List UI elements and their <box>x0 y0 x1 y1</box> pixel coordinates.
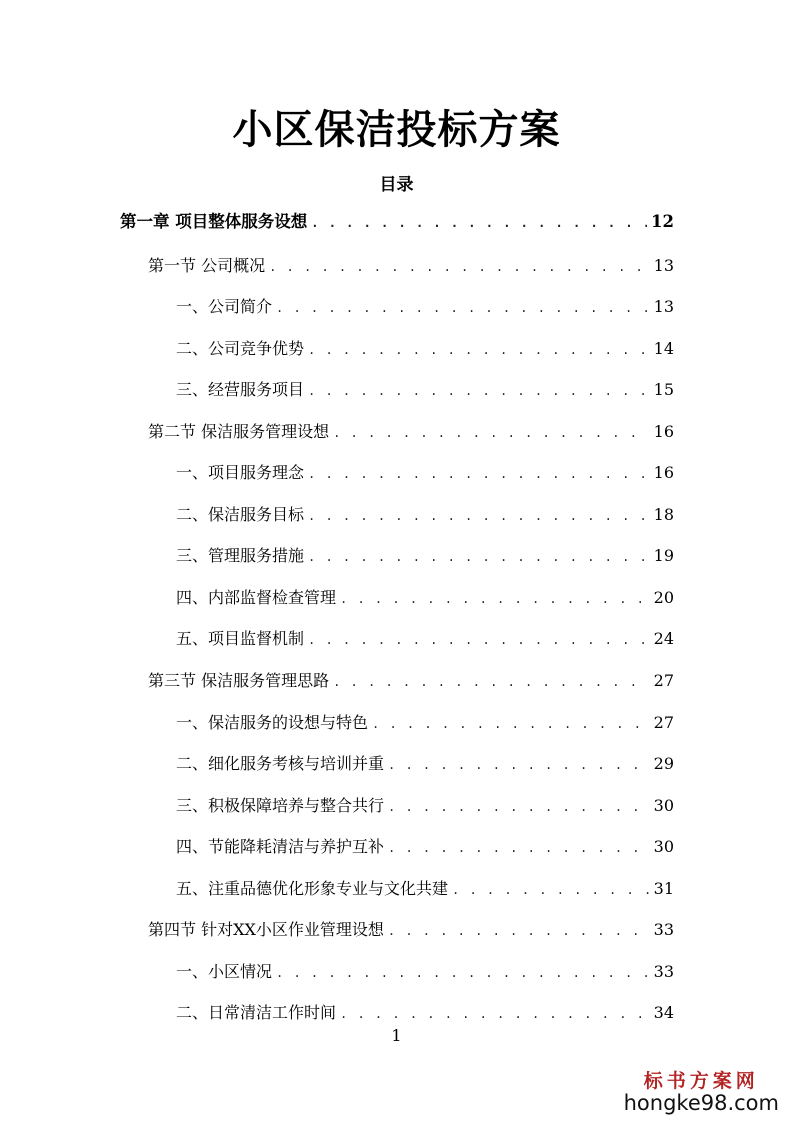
toc-entry-label: 第一章 项目整体服务设想 <box>120 212 308 231</box>
toc-entry-item[interactable] <box>176 377 674 401</box>
toc-entry-page: 15 <box>653 380 674 399</box>
toc-entry-label: 第二节 保洁服务管理设想 <box>148 422 330 441</box>
toc-entry-page: 13 <box>653 256 674 275</box>
toc-entry-item[interactable] <box>176 460 674 484</box>
dot-leader <box>308 467 650 481</box>
toc-entry-label: 五、注重品德优化形象专业与文化共建 <box>176 879 449 898</box>
toc-entry-page: 16 <box>653 463 674 482</box>
toc-entry-page: 27 <box>653 713 674 732</box>
toc-entry-label: 二、保洁服务目标 <box>176 505 305 524</box>
toc-entry-page: 19 <box>653 546 674 565</box>
dot-leader <box>388 924 650 938</box>
toc-entry-label: 二、公司竞争优势 <box>176 339 305 358</box>
dot-leader <box>308 550 650 564</box>
toc-entry-page: 14 <box>653 339 674 358</box>
toc-entry-page: 24 <box>653 629 674 648</box>
toc-entry-item[interactable] <box>176 959 674 983</box>
toc-entry-item[interactable] <box>176 751 674 775</box>
dot-leader <box>311 216 647 230</box>
toc-entry-page: 29 <box>653 754 674 773</box>
toc-entry-page: 13 <box>653 297 674 316</box>
toc-entry-chapter[interactable] <box>120 208 674 232</box>
toc-entry-label: 二、细化服务考核与培训并重 <box>176 754 385 773</box>
toc-entry-label: 一、项目服务理念 <box>176 463 305 482</box>
toc-entry-label: 三、管理服务措施 <box>176 546 305 565</box>
toc-entry-item[interactable] <box>176 336 674 360</box>
watermark-logo <box>624 1071 779 1114</box>
toc-entry-section[interactable] <box>148 917 674 941</box>
toc-entry-item[interactable] <box>176 294 674 318</box>
document-title: 小区保洁投标方案 <box>232 106 561 153</box>
toc-entry-page: 33 <box>653 920 674 939</box>
dot-leader <box>308 343 650 357</box>
toc-entry-page: 30 <box>653 837 674 856</box>
toc-entry-item[interactable] <box>176 502 674 526</box>
toc-entry-label: 五、项目监督机制 <box>176 629 305 648</box>
toc-entry-section[interactable] <box>148 419 674 443</box>
toc-entry-page: 34 <box>653 1003 674 1022</box>
dot-leader <box>333 426 650 440</box>
dot-leader <box>388 758 650 772</box>
toc-entry-page: 33 <box>653 962 674 981</box>
toc-entry-label: 第三节 保洁服务管理思路 <box>148 671 330 690</box>
dot-leader <box>308 633 650 647</box>
toc-entry-label: 三、积极保障培养与整合共行 <box>176 796 385 815</box>
toc-entry-label: 二、日常清洁工作时间 <box>176 1003 337 1022</box>
toc-entry-page: 20 <box>653 588 674 607</box>
dot-leader <box>340 592 650 606</box>
toc-entry-page: 16 <box>653 422 674 441</box>
toc-entry-item[interactable] <box>176 834 674 858</box>
toc-entry-page: 30 <box>653 796 674 815</box>
dot-leader <box>372 717 650 731</box>
toc-entry-label: 三、经营服务项目 <box>176 380 305 399</box>
toc-entry-section[interactable] <box>148 253 674 277</box>
dot-leader <box>308 509 650 523</box>
dot-leader <box>452 883 650 897</box>
toc-entry-label: 一、保洁服务的设想与特色 <box>176 713 369 732</box>
toc-entry-label: 第四节 针对XX小区作业管理设想 <box>148 920 384 939</box>
dot-leader <box>276 301 650 315</box>
toc-entry-item[interactable] <box>176 585 674 609</box>
toc-entry-section[interactable] <box>148 668 674 692</box>
toc-entry-item[interactable] <box>176 793 674 817</box>
toc-entry-label: 一、小区情况 <box>176 962 273 981</box>
dot-leader <box>340 1007 650 1021</box>
toc-entry-label: 四、节能降耗清洁与养护互补 <box>176 837 385 856</box>
toc-entry-item[interactable] <box>176 710 674 734</box>
toc-entry-label: 一、公司简介 <box>176 297 273 316</box>
toc-entry-page: 27 <box>653 671 674 690</box>
dot-leader <box>276 966 650 980</box>
watermark-name: 标书方案网 <box>643 1070 759 1093</box>
dot-leader <box>388 800 650 814</box>
toc-entry-label: 四、内部监督检查管理 <box>176 588 337 607</box>
dot-leader <box>333 675 650 689</box>
dot-leader <box>269 260 650 274</box>
toc-heading: 目录 <box>379 175 414 195</box>
toc-entry-item[interactable] <box>176 543 674 567</box>
dot-leader <box>388 841 650 855</box>
toc-entry-page: 12 <box>651 212 674 231</box>
toc-entry-item[interactable] <box>176 1000 674 1024</box>
watermark-url: hongke98.com <box>623 1090 779 1115</box>
page-number: 1 <box>391 1026 402 1045</box>
toc-entry-item[interactable] <box>176 626 674 650</box>
toc-entry-page: 18 <box>653 505 674 524</box>
toc-entry-label: 第一节 公司概况 <box>148 256 266 275</box>
toc-entry-item[interactable] <box>176 876 674 900</box>
dot-leader <box>308 384 650 398</box>
toc-entry-page: 31 <box>653 879 674 898</box>
